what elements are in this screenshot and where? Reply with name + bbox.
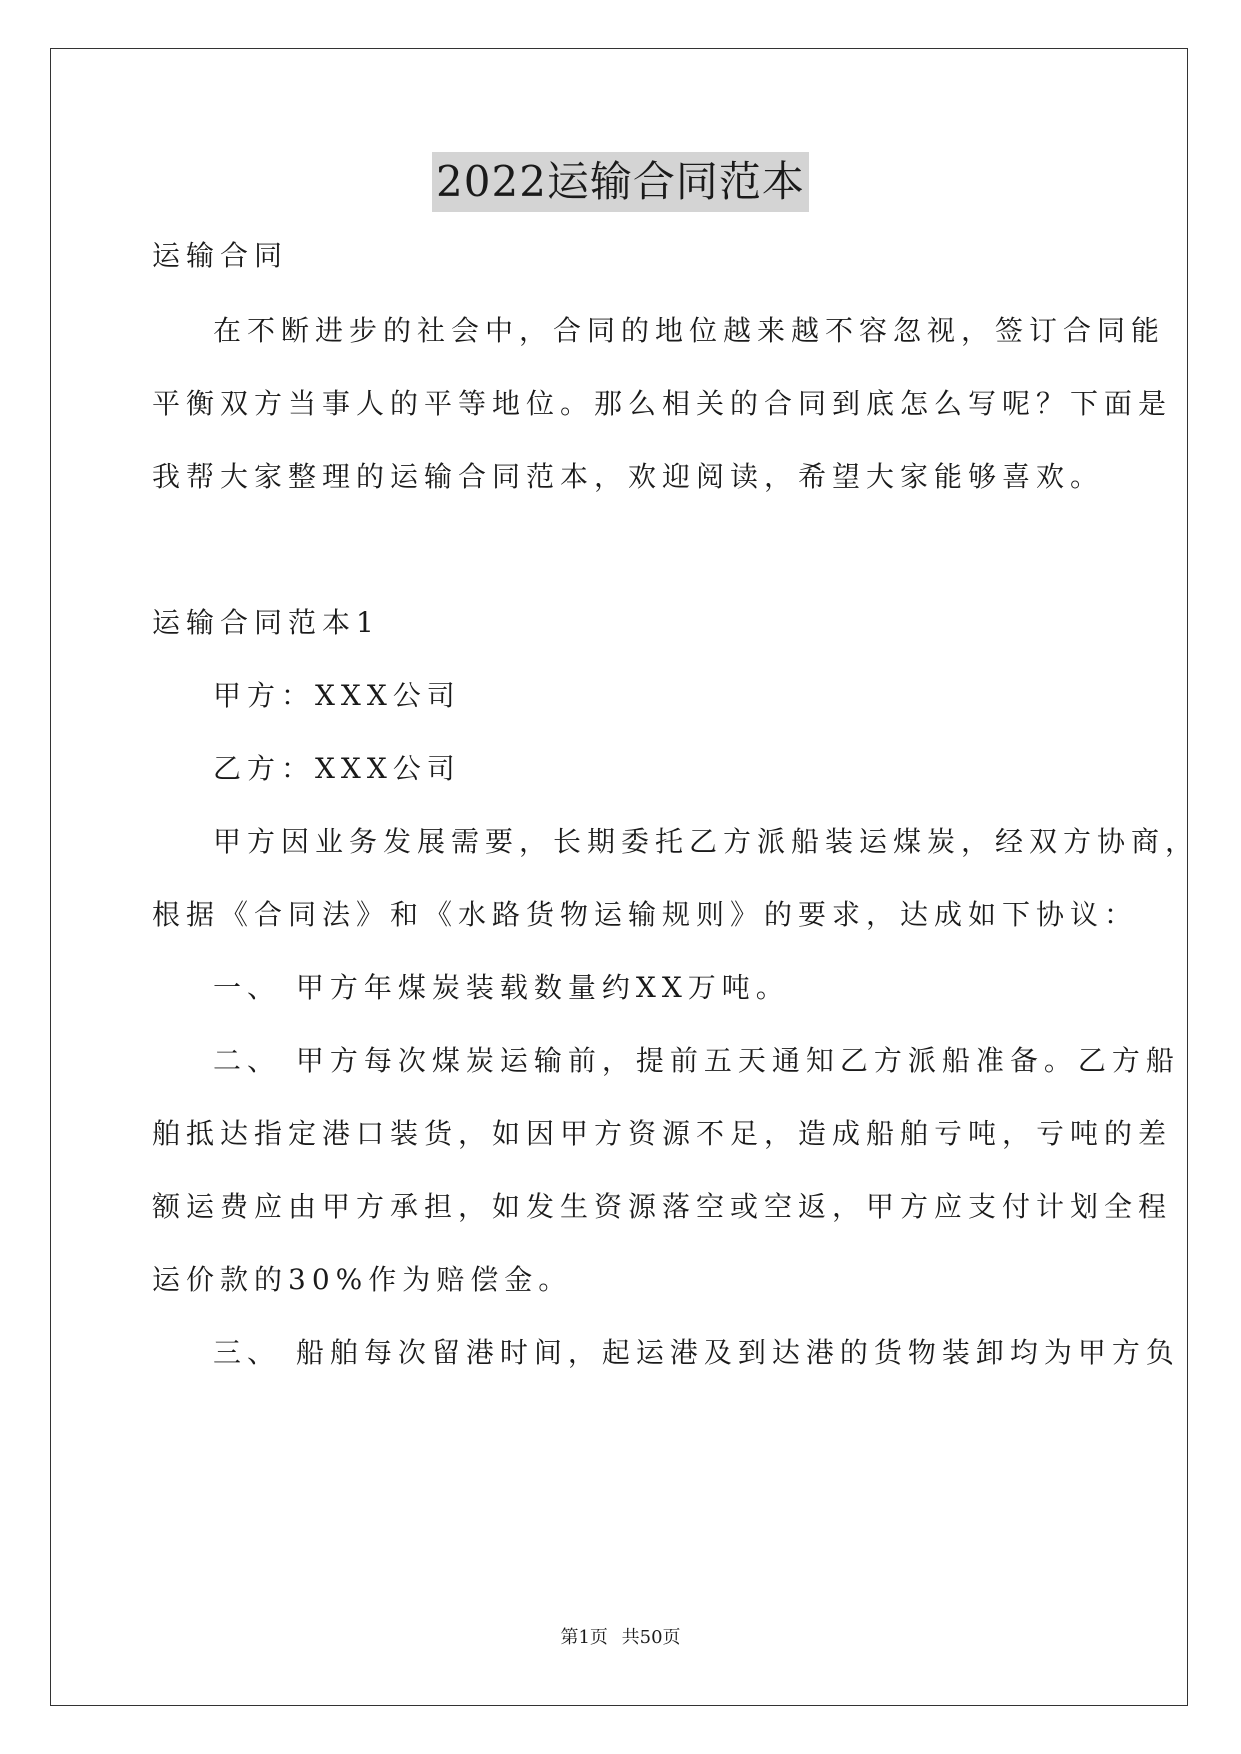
intro-line-2: 平衡双方当事人的平等地位。那么相关的合同到底怎么写呢？下面是 <box>152 387 1173 420</box>
section-title: 运输合同范本1 <box>152 606 380 639</box>
clause-2-line-4: 运价款的30%作为赔偿金。 <box>152 1263 573 1296</box>
clause-1: 一、 甲方年煤炭装载数量约XX万吨。 <box>213 971 790 1004</box>
clause-2-line-1: 二、 甲方每次煤炭运输前，提前五天通知乙方派船准备。乙方船 <box>213 1044 1180 1077</box>
intro-line-3: 我帮大家整理的运输合同范本，欢迎阅读，希望大家能够喜欢。 <box>152 460 1105 493</box>
preamble-line-1: 甲方因业务发展需要，长期委托乙方派船装运煤炭，经双方协商， <box>213 825 1200 858</box>
party-b: 乙方：XXX公司 <box>213 752 461 785</box>
page-number: 第1页 <box>560 1627 608 1648</box>
page-total: 共50页 <box>621 1627 681 1648</box>
clause-2-line-2: 舶抵达指定港口装货，如因甲方资源不足，造成船舶亏吨，亏吨的差 <box>152 1117 1173 1150</box>
intro-line-1: 在不断进步的社会中，合同的地位越来越不容忽视，签订合同能 <box>213 314 1166 347</box>
clause-3-line-1: 三、 船舶每次留港时间，起运港及到达港的货物装卸均为甲方负 <box>213 1336 1180 1369</box>
heading-transport-contract: 运输合同 <box>152 239 289 272</box>
page-footer <box>0 1626 1241 1650</box>
title-container <box>0 152 1241 212</box>
clause-2-line-3: 额运费应由甲方承担，如发生资源落空或空返，甲方应支付计划全程 <box>152 1190 1173 1223</box>
document-title: 2022运输合同范本 <box>432 152 809 212</box>
party-a: 甲方：XXX公司 <box>213 679 461 712</box>
preamble-line-2: 根据《合同法》和《水路货物运输规则》的要求，达成如下协议： <box>152 898 1139 931</box>
page-border <box>50 48 1188 1706</box>
